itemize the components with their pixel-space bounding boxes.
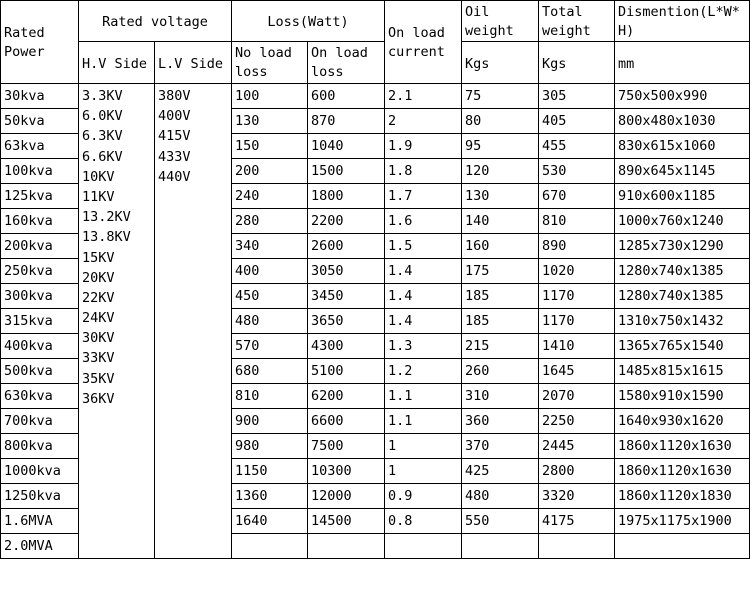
hv-value: 6.3KV: [82, 128, 123, 145]
header-row-2: [1, 42, 750, 84]
hv-value: 15KV: [82, 249, 115, 266]
hv-value: 33KV: [82, 350, 115, 367]
header-no-load-loss: No load loss: [232, 42, 308, 84]
oil-weight-cell: 260: [462, 359, 539, 384]
header-hv-side: H.V Side: [79, 42, 155, 84]
header-dimension: Dismention(L*W*H): [615, 1, 750, 42]
hv-value: 3.3KV: [82, 88, 123, 104]
dimension-cell: 1310x750x1432: [615, 309, 750, 334]
rated-power-cell: 100kva: [1, 159, 79, 184]
hv-value: 22KV: [82, 289, 115, 306]
on-load-loss-cell: 3650: [308, 309, 385, 334]
hv-side-values: [79, 84, 155, 559]
on-load-loss-cell: 1040: [308, 134, 385, 159]
on-load-loss-cell: 6600: [308, 409, 385, 434]
header-lv-side: L.V Side: [155, 42, 232, 84]
on-load-loss-cell: 4300: [308, 334, 385, 359]
total-weight-cell: 1410: [539, 334, 615, 359]
on-load-current-cell: 1.1: [385, 384, 462, 409]
no-load-loss-cell: 150: [232, 134, 308, 159]
dimension-cell: 1280x740x1385: [615, 259, 750, 284]
no-load-loss-cell: 340: [232, 234, 308, 259]
hv-value: 36KV: [82, 390, 115, 407]
total-weight-cell: 2250: [539, 409, 615, 434]
dimension-cell: 1000x760x1240: [615, 209, 750, 234]
on-load-loss-cell: 2600: [308, 234, 385, 259]
on-load-current-cell: 1.5: [385, 234, 462, 259]
oil-weight-cell: 140: [462, 209, 539, 234]
total-weight-cell: [539, 534, 615, 559]
dimension-cell: 1860x1120x1830: [615, 484, 750, 509]
header-row-1: [1, 1, 750, 42]
rated-power-cell: 160kva: [1, 209, 79, 234]
total-weight-cell: 2070: [539, 384, 615, 409]
oil-weight-cell: 130: [462, 184, 539, 209]
on-load-current-cell: 1.8: [385, 159, 462, 184]
on-load-loss-cell: 1500: [308, 159, 385, 184]
total-weight-cell: 405: [539, 109, 615, 134]
oil-weight-cell: 480: [462, 484, 539, 509]
rated-power-cell: 125kva: [1, 184, 79, 209]
dimension-cell: 1860x1120x1630: [615, 459, 750, 484]
rated-power-cell: 700kva: [1, 409, 79, 434]
no-load-loss-cell: 450: [232, 284, 308, 309]
on-load-current-cell: 1: [385, 434, 462, 459]
on-load-current-cell: 1.4: [385, 259, 462, 284]
no-load-loss-cell: 570: [232, 334, 308, 359]
dimension-cell: 1285x730x1290: [615, 234, 750, 259]
on-load-loss-cell: [308, 534, 385, 559]
total-weight-cell: 1645: [539, 359, 615, 384]
oil-weight-cell: 185: [462, 309, 539, 334]
on-load-current-cell: 1.3: [385, 334, 462, 359]
oil-weight-cell: [462, 534, 539, 559]
hv-value: 24KV: [82, 310, 115, 327]
on-load-loss-cell: 3450: [308, 284, 385, 309]
hv-value: 10KV: [82, 168, 115, 185]
lv-value: 400V: [158, 108, 191, 125]
rated-power-cell: 315kva: [1, 309, 79, 334]
dimension-cell: [615, 534, 750, 559]
no-load-loss-cell: 280: [232, 209, 308, 234]
hv-value: 11KV: [82, 188, 115, 205]
header-total-weight: Total weight: [539, 1, 615, 42]
table-row: [1, 84, 750, 109]
total-weight-cell: 1170: [539, 284, 615, 309]
header-loss: Loss(Watt): [232, 1, 385, 42]
hv-value: 6.0KV: [82, 108, 123, 125]
on-load-current-cell: 2.1: [385, 84, 462, 109]
on-load-current-cell: 0.8: [385, 509, 462, 534]
on-load-current-cell: 1.6: [385, 209, 462, 234]
on-load-loss-cell: 10300: [308, 459, 385, 484]
on-load-loss-cell: 12000: [308, 484, 385, 509]
rated-power-cell: 400kva: [1, 334, 79, 359]
lv-side-values: [155, 84, 232, 559]
total-weight-cell: 1170: [539, 309, 615, 334]
header-dim-unit: mm: [615, 42, 750, 84]
dimension-cell: 1640x930x1620: [615, 409, 750, 434]
dimension-cell: 750x500x990: [615, 84, 750, 109]
no-load-loss-cell: 400: [232, 259, 308, 284]
on-load-loss-cell: 3050: [308, 259, 385, 284]
on-load-current-cell: 0.9: [385, 484, 462, 509]
dimension-cell: 830x615x1060: [615, 134, 750, 159]
lv-value: 380V: [158, 88, 191, 104]
no-load-loss-cell: 1640: [232, 509, 308, 534]
total-weight-cell: 890: [539, 234, 615, 259]
dimension-cell: 890x645x1145: [615, 159, 750, 184]
total-weight-cell: 2445: [539, 434, 615, 459]
dimension-cell: 910x600x1185: [615, 184, 750, 209]
hv-value: 30KV: [82, 330, 115, 347]
no-load-loss-cell: [232, 534, 308, 559]
no-load-loss-cell: 900: [232, 409, 308, 434]
hv-value: 13.2KV: [82, 209, 131, 226]
total-weight-cell: 305: [539, 84, 615, 109]
no-load-loss-cell: 810: [232, 384, 308, 409]
dimension-cell: 1365x765x1540: [615, 334, 750, 359]
on-load-loss-cell: 870: [308, 109, 385, 134]
oil-weight-cell: 310: [462, 384, 539, 409]
no-load-loss-cell: 480: [232, 309, 308, 334]
oil-weight-cell: 160: [462, 234, 539, 259]
header-on-load-current: On load current: [385, 1, 462, 84]
oil-weight-cell: 550: [462, 509, 539, 534]
rated-power-cell: 500kva: [1, 359, 79, 384]
header-oil-unit: Kgs: [462, 42, 539, 84]
no-load-loss-cell: 1360: [232, 484, 308, 509]
on-load-current-cell: 1: [385, 459, 462, 484]
rated-power-cell: 250kva: [1, 259, 79, 284]
on-load-current-cell: 1.1: [385, 409, 462, 434]
on-load-current-cell: 1.4: [385, 309, 462, 334]
header-rated-power: Rated Power: [1, 1, 79, 84]
oil-weight-cell: 185: [462, 284, 539, 309]
dimension-cell: 800x480x1030: [615, 109, 750, 134]
total-weight-cell: 455: [539, 134, 615, 159]
total-weight-cell: 530: [539, 159, 615, 184]
dimension-cell: 1280x740x1385: [615, 284, 750, 309]
on-load-loss-cell: 6200: [308, 384, 385, 409]
no-load-loss-cell: 1150: [232, 459, 308, 484]
no-load-loss-cell: 200: [232, 159, 308, 184]
oil-weight-cell: 80: [462, 109, 539, 134]
rated-power-cell: 1000kva: [1, 459, 79, 484]
oil-weight-cell: 175: [462, 259, 539, 284]
on-load-loss-cell: 2200: [308, 209, 385, 234]
total-weight-cell: 3320: [539, 484, 615, 509]
rated-power-cell: 300kva: [1, 284, 79, 309]
on-load-current-cell: 1.9: [385, 134, 462, 159]
rated-power-cell: 2.0MVA: [1, 534, 79, 559]
total-weight-cell: 4175: [539, 509, 615, 534]
on-load-current-cell: 1.2: [385, 359, 462, 384]
no-load-loss-cell: 980: [232, 434, 308, 459]
on-load-loss-cell: 7500: [308, 434, 385, 459]
header-on-load-loss: On load loss: [308, 42, 385, 84]
hv-value: 6.6KV: [82, 148, 123, 165]
no-load-loss-cell: 100: [232, 84, 308, 109]
on-load-loss-cell: 1800: [308, 184, 385, 209]
hv-value: 20KV: [82, 269, 115, 286]
header-rated-voltage: Rated voltage: [79, 1, 232, 42]
lv-value: 415V: [158, 128, 191, 145]
oil-weight-cell: 425: [462, 459, 539, 484]
no-load-loss-cell: 130: [232, 109, 308, 134]
hv-value: 35KV: [82, 370, 115, 387]
dimension-cell: 1975x1175x1900: [615, 509, 750, 534]
rated-power-cell: 1250kva: [1, 484, 79, 509]
hv-value: 13.8KV: [82, 229, 131, 246]
rated-power-cell: 1.6MVA: [1, 509, 79, 534]
total-weight-cell: 670: [539, 184, 615, 209]
total-weight-cell: 2800: [539, 459, 615, 484]
dimension-cell: 1485x815x1615: [615, 359, 750, 384]
rated-power-cell: 200kva: [1, 234, 79, 259]
oil-weight-cell: 360: [462, 409, 539, 434]
rated-power-cell: 630kva: [1, 384, 79, 409]
on-load-current-cell: [385, 534, 462, 559]
oil-weight-cell: 215: [462, 334, 539, 359]
total-weight-cell: 810: [539, 209, 615, 234]
lv-value: 440V: [158, 168, 191, 185]
total-weight-cell: 1020: [539, 259, 615, 284]
oil-weight-cell: 75: [462, 84, 539, 109]
on-load-current-cell: 2: [385, 109, 462, 134]
rated-power-cell: 63kva: [1, 134, 79, 159]
on-load-current-cell: 1.4: [385, 284, 462, 309]
oil-weight-cell: 120: [462, 159, 539, 184]
on-load-current-cell: 1.7: [385, 184, 462, 209]
on-load-loss-cell: 5100: [308, 359, 385, 384]
dimension-cell: 1580x910x1590: [615, 384, 750, 409]
rated-power-cell: 30kva: [1, 84, 79, 109]
rated-power-cell: 800kva: [1, 434, 79, 459]
header-oil-weight: Oil weight: [462, 1, 539, 42]
oil-weight-cell: 95: [462, 134, 539, 159]
rated-power-cell: 50kva: [1, 109, 79, 134]
lv-value: 433V: [158, 148, 191, 165]
no-load-loss-cell: 680: [232, 359, 308, 384]
no-load-loss-cell: 240: [232, 184, 308, 209]
dimension-cell: 1860x1120x1630: [615, 434, 750, 459]
on-load-loss-cell: 600: [308, 84, 385, 109]
oil-weight-cell: 370: [462, 434, 539, 459]
header-total-unit: Kgs: [539, 42, 615, 84]
on-load-loss-cell: 14500: [308, 509, 385, 534]
